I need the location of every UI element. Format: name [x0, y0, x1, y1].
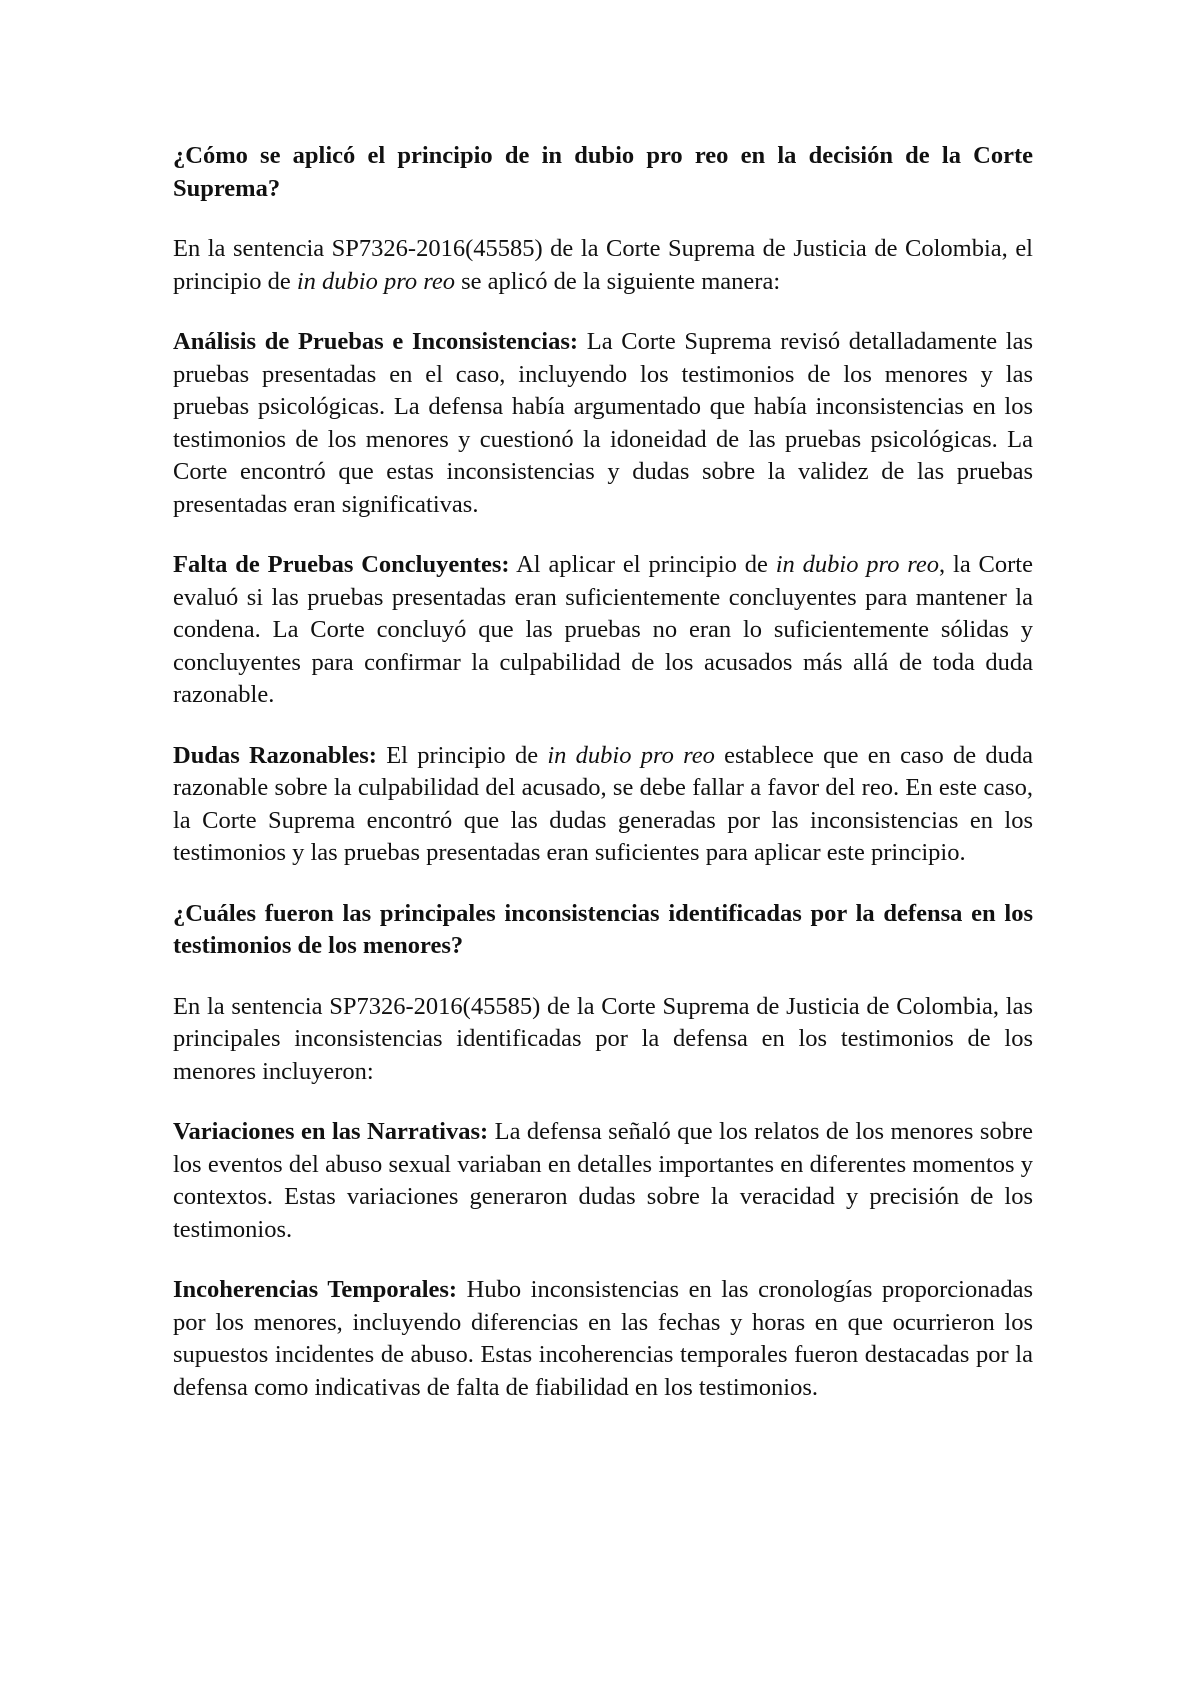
item-paragraph-analisis: [173, 326, 1033, 521]
item-text: establece que en caso de duda razonable sobre la culpabilidad del acusado, se debe fallar a favor del reo. En este caso, la Corte Suprema encontró que las dudas generadas por las inconsistencias en los testimonios y las pruebas presentadas eran suficientes para aplicar este principio.: [173, 741, 1033, 866]
item-text: Hubo inconsistencias en las cronologías proporcionadas por los menores, incluyendo diferencias en las fechas y horas en que ocurrieron los supuestos incidentes de abuso. Estas incoherencias temporales fueron destacadas por la defensa como indicativas de falta de fiabilidad en los testimonios.: [173, 1276, 1033, 1401]
intro-text: se aplicó de la siguiente manera:: [454, 267, 781, 295]
latin-term: in dubio pro reo: [296, 267, 455, 295]
latin-term: in dubio pro reo: [775, 551, 940, 578]
document-page: [173, 140, 1033, 1432]
item-lead: Incoherencias Temporales:: [173, 1276, 458, 1303]
question-heading-1: ¿Cómo se aplicó el principio de in dubio pro reo en la decisión de la Corte Suprema?: [173, 142, 1033, 202]
item-text: La Corte Suprema revisó detalladamente las pruebas presentadas en el caso, incluyendo los testimonios de los menores y las pruebas psicológicas. La defensa había argumentado que había inconsistencias en los testimonios de los menores y cuestionó la idoneidad de las pruebas psicológicas. La Corte encontró que estas inconsistencias y dudas sobre la validez de las pruebas presentadas eran significativas.: [173, 328, 1033, 518]
item-paragraph-incoherencias: [173, 1274, 1033, 1404]
intro-paragraph-1: [173, 233, 1033, 298]
item-paragraph-dudas: [173, 740, 1033, 870]
item-paragraph-falta-pruebas: [173, 549, 1033, 712]
item-text: El principio de: [376, 741, 548, 769]
item-paragraph-variaciones: [173, 1116, 1033, 1246]
item-lead: Variaciones en las Narrativas:: [173, 1118, 489, 1145]
item-text: , la Corte evaluó si las pruebas presentadas eran suficientemente concluyentes para mantener la condena. La Corte concluyó que las pruebas no eran lo suficientemente sólidas y concluyentes para confirmar la culpabilidad de los acusados más allá de toda duda razonable.: [173, 551, 1033, 708]
question-heading-2: ¿Cuáles fueron las principales inconsistencias identificadas por la defensa en los testimonios de los menores?: [173, 899, 1033, 959]
item-text: La defensa señaló que los relatos de los menores sobre los eventos del abuso sexual variaban en detalles importantes en diferentes momentos y contextos. Estas variaciones generaron dudas sobre la veracidad y precisión de los testimonios.: [173, 1118, 1033, 1243]
intro-text: En la sentencia SP7326-2016(45585) de la Corte Suprema de Justicia de Colombia, el principio de: [173, 235, 1033, 295]
item-lead: Análisis de Pruebas e Inconsistencias:: [173, 328, 579, 355]
item-lead: Dudas Razonables:: [173, 741, 377, 769]
item-text: Al aplicar el principio de: [509, 551, 776, 578]
intro-paragraph-2: En la sentencia SP7326-2016(45585) de la Corte Suprema de Justicia de Colombia, las principales inconsistencias identificadas por la defensa en los testimonios de los menores incluyeron:: [173, 992, 1033, 1085]
latin-term: in dubio pro reo: [547, 741, 715, 769]
item-lead: Falta de Pruebas Concluyentes:: [173, 551, 510, 578]
